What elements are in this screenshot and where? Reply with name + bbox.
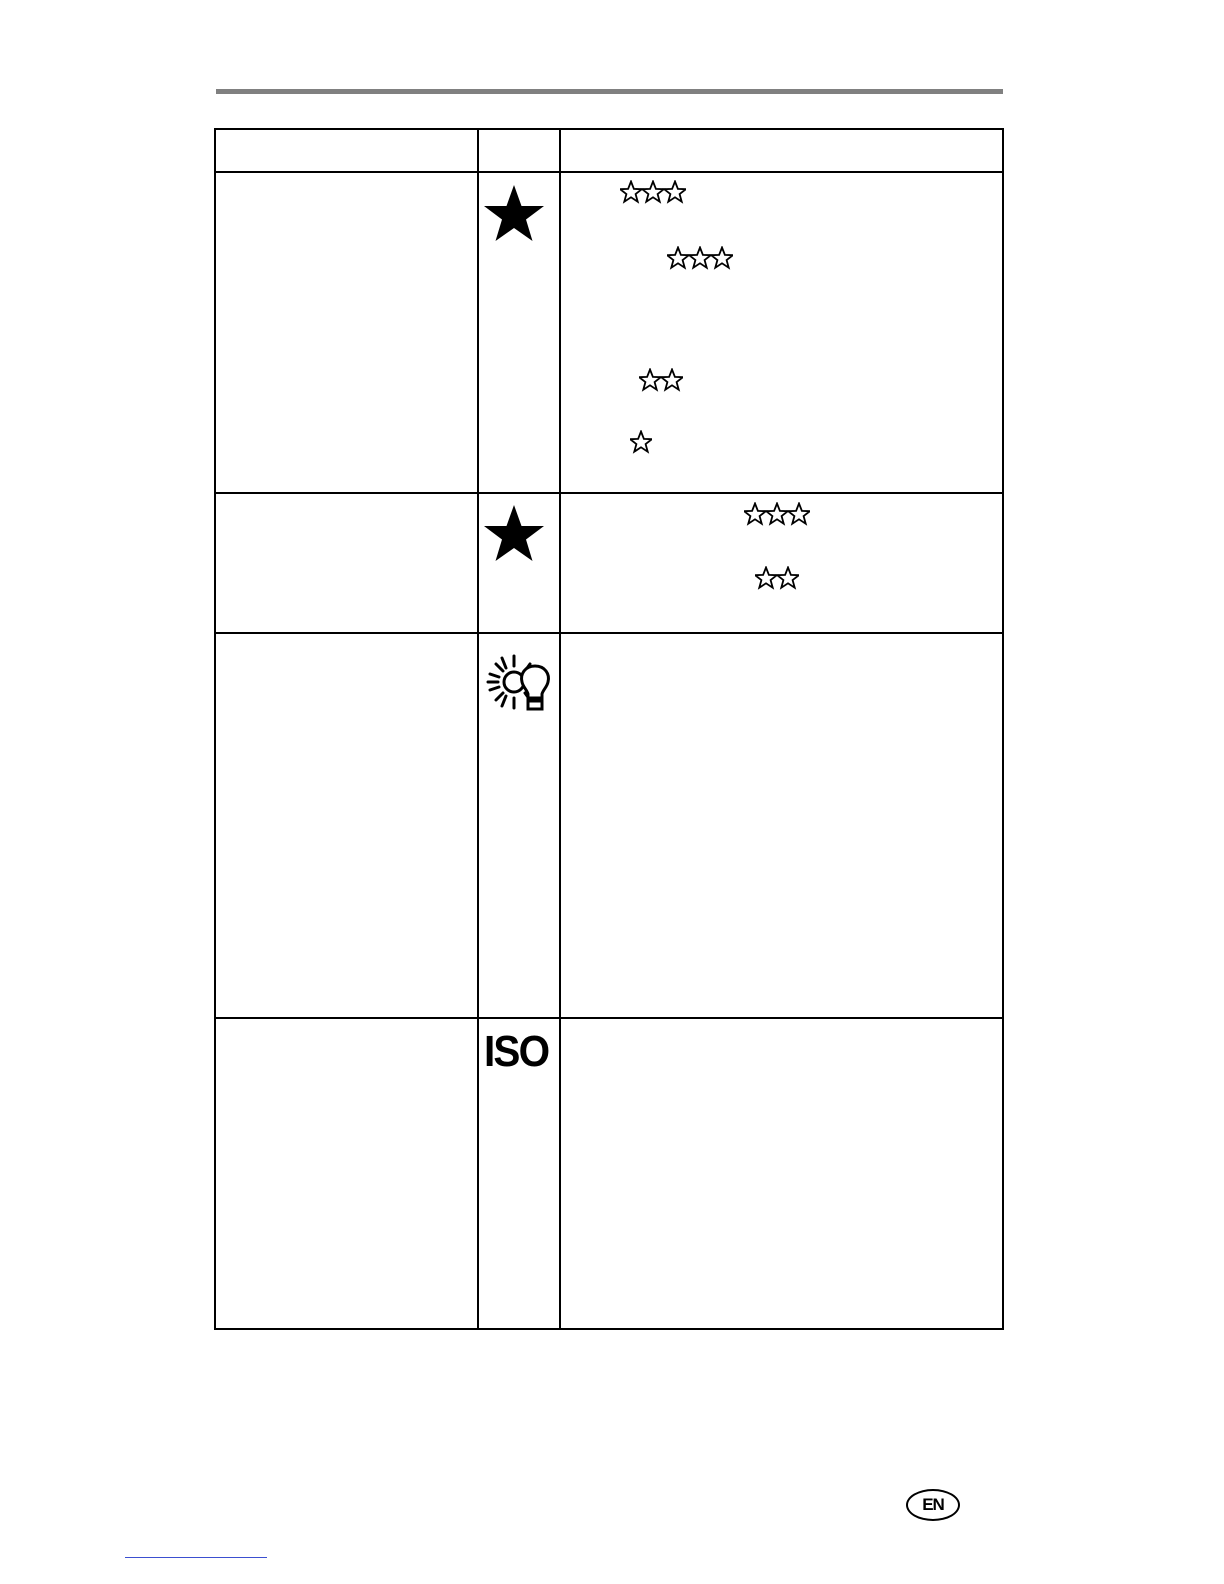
row-divider — [216, 632, 1002, 634]
solid-star-icon — [482, 503, 546, 563]
language-badge: EN — [906, 1489, 960, 1521]
column-divider — [477, 130, 479, 1328]
three-star-rating-icon — [620, 180, 686, 204]
two-star-rating-icon — [639, 368, 683, 392]
row-divider — [216, 492, 1002, 494]
two-star-rating-icon — [755, 566, 799, 590]
one-star-rating-icon — [630, 430, 652, 454]
settings-table — [214, 128, 1004, 1330]
row-divider — [216, 1017, 1002, 1019]
column-divider — [559, 130, 561, 1328]
iso-icon: ISO — [484, 1027, 549, 1076]
solid-star-icon — [482, 183, 546, 243]
three-star-rating-icon — [744, 502, 810, 526]
header-row-divider — [216, 171, 1002, 173]
white-balance-sun-bulb-icon — [484, 646, 554, 712]
link-underline[interactable] — [125, 1557, 267, 1558]
three-star-rating-icon — [667, 246, 733, 270]
top-rule — [216, 89, 1003, 94]
